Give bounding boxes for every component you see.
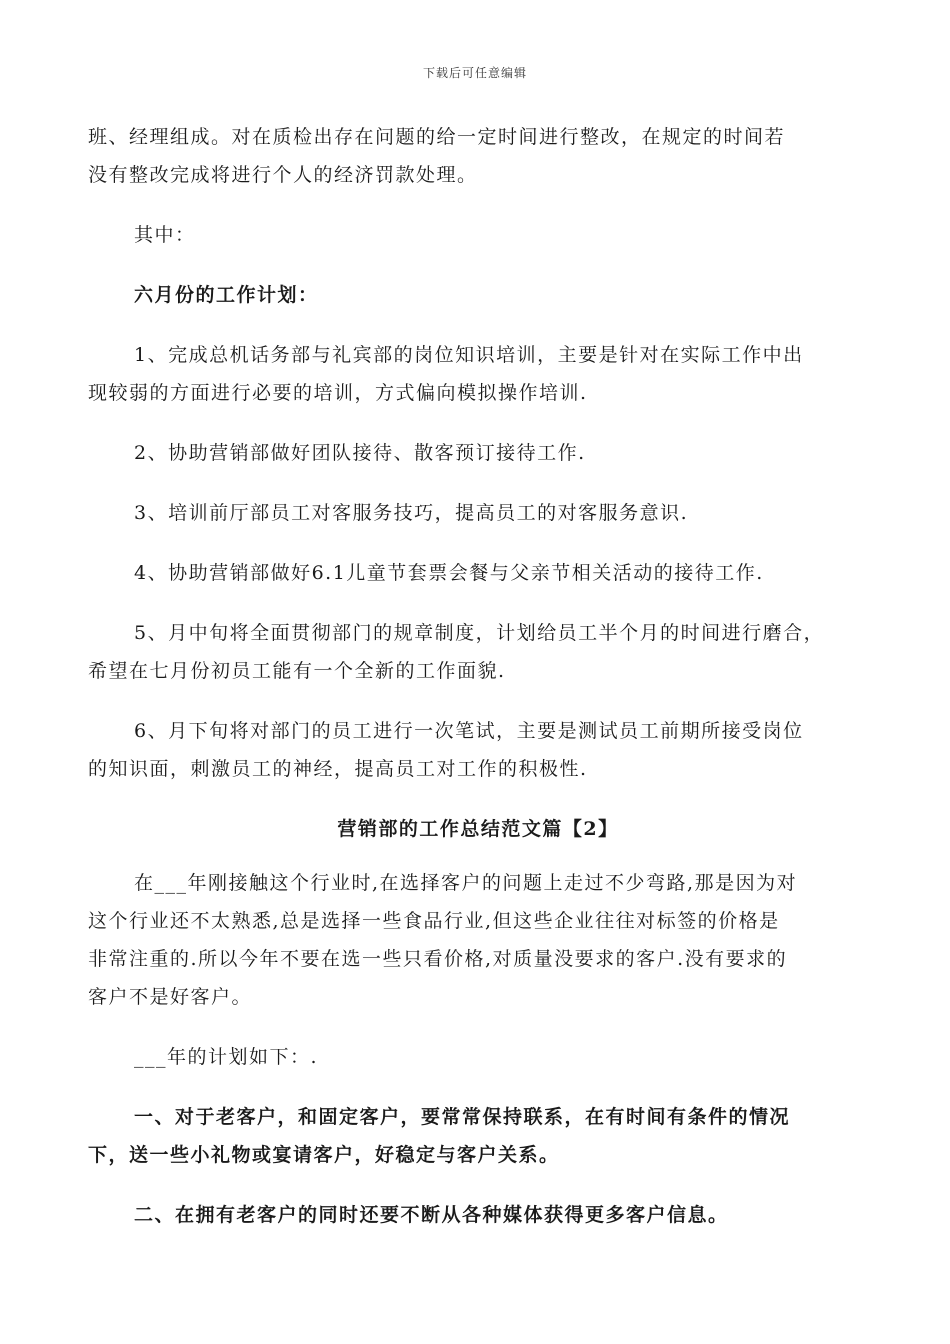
document-body [88, 118, 868, 1234]
text-line: 5、月中旬将全面贯彻部门的规章制度，计划给员工半个月的时间进行磨合， [134, 622, 825, 644]
text-line: 一、对于老客户，和固定客户，要常常保持联系，在有时间有条件的情况 [134, 1106, 791, 1128]
plan-item-6 [88, 712, 868, 788]
plan-item-3: 3、培训前厅部员工对客服务技巧，提高员工的对客服务意识. [134, 502, 689, 524]
text-line: 的知识面，刺激员工的神经，提高员工对工作的积极性. [88, 758, 588, 780]
text-line: 这个行业还不太熟悉,总是选择一些食品行业,但这些企业往往对标签的价格是 [88, 910, 780, 932]
plan-item-5 [88, 614, 868, 690]
paragraph-continuation [88, 118, 868, 194]
paragraph-industry [88, 864, 868, 1016]
text-line: 非常注重的.所以今年不要在选一些只看价格,对质量没要求的客户.没有要求的 [88, 948, 788, 970]
text-line: 1、完成总机话务部与礼宾部的岗位知识培训，主要是针对在实际工作中出 [134, 344, 804, 366]
june-plan-heading: 六月份的工作计划： [134, 284, 319, 306]
text-line: 6、月下旬将对部门的员工进行一次笔试，主要是测试员工前期所接受岗位 [134, 720, 804, 742]
plan-item-2: 2、协助营销部做好团队接待、散客预订接待工作. [134, 442, 586, 464]
plan-point-2: 二、在拥有老客户的同时还要不断从各种媒体获得更多客户信息。 [134, 1204, 729, 1226]
text-line: 客户不是好客户。 [88, 986, 253, 1008]
paragraph-among: 其中： [134, 224, 196, 246]
plan-item-4: 4、协助营销部做好6.1儿童节套票会餐与父亲节相关活动的接待工作. [134, 562, 764, 584]
plan-point-1 [88, 1098, 868, 1174]
section-title: 营销部的工作总结范文篇【2】 [337, 818, 619, 840]
page-header-note: 下载后可任意编辑 [422, 66, 527, 80]
text-line: 希望在七月份初员工能有一个全新的工作面貌. [88, 660, 506, 682]
text-line: 下，送一些小礼物或宴请客户，好稳定与客户关系。 [88, 1144, 560, 1166]
text-line: 现较弱的方面进行必要的培训，方式偏向模拟操作培训. [88, 382, 588, 404]
text-line: 在___年刚接触这个行业时,在选择客户的问题上走过不少弯路,那是因为对 [134, 872, 798, 894]
plan-item-1 [88, 336, 868, 412]
text-line: 班、经理组成。对在质检出存在问题的给一定时间进行整改，在规定的时间若 [88, 126, 786, 148]
text-line: 没有整改完成将进行个人的经济罚款处理。 [88, 164, 478, 186]
paragraph-plan-intro: ___年的计划如下：. [134, 1046, 319, 1068]
